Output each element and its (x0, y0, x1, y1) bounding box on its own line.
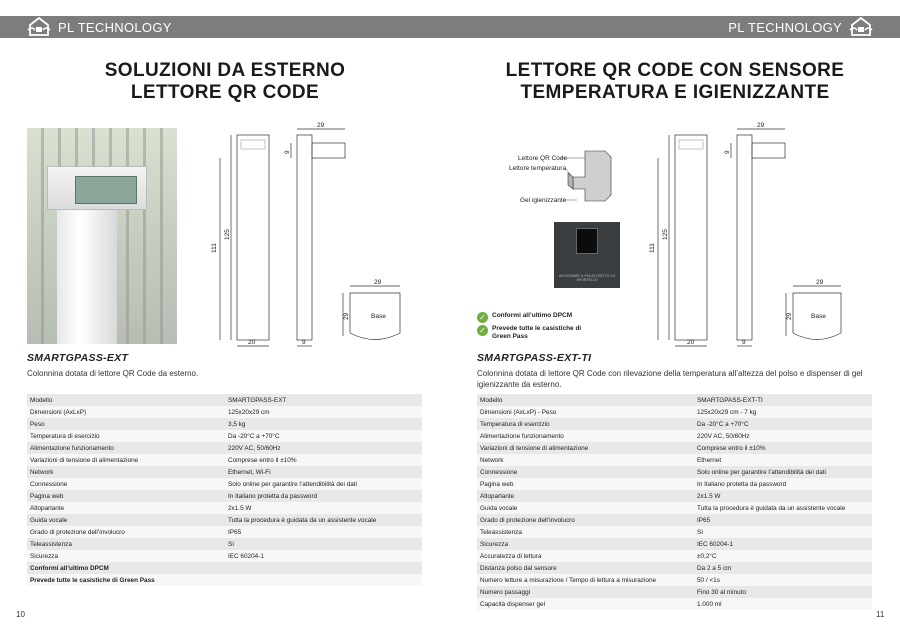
table-row (27, 502, 422, 514)
dim-width: 20 (687, 339, 695, 346)
check-dpcm: ✓ Conformi all’ultimo DPCM (477, 312, 572, 323)
table-row (477, 538, 872, 550)
spec-value: Da -20°C a +70°C (225, 430, 422, 442)
dim-base-height: 29 (786, 312, 793, 320)
spec-label: Grado di protezione dell’involucro (27, 526, 225, 538)
spec-label: Pagina web (27, 490, 225, 502)
table-row (27, 394, 422, 406)
table-row (27, 538, 422, 550)
dim-top: 9 (724, 150, 731, 154)
spec-label: Numero passaggi (477, 586, 694, 598)
dim-top: 9 (284, 150, 291, 154)
dim-width: 20 (248, 339, 256, 346)
house-hands-logo-icon (26, 16, 52, 38)
spec-value: Sì (694, 526, 872, 538)
spec-value: Comprese entro il ±10% (225, 454, 422, 466)
spec-label: Modello (477, 394, 694, 406)
spec-label: Altoparlante (477, 490, 694, 502)
left-title-line-2: LETTORE QR CODE (130, 82, 320, 103)
table-row (477, 430, 872, 442)
spec-label: Connessione (27, 478, 225, 490)
left-description: Colonnina dotata di lettore QR Code da esterno. (27, 369, 199, 378)
dim-height: 125 (662, 229, 669, 240)
spec-value: 1.000 ml (694, 598, 872, 610)
spec-label: Sicurezza (477, 538, 694, 550)
table-row (27, 562, 422, 574)
sensor-front-photo (554, 222, 620, 288)
spec-label: Guida vocale (27, 514, 225, 526)
dim-base-height: 29 (343, 312, 350, 320)
sensor-instruction: AVVICINARE IL POLSO SOTTO LO SPORTELLO (558, 274, 616, 282)
table-row (27, 466, 422, 478)
spec-highlight: Prevede tutte le casistiche di Green Pass (27, 574, 422, 586)
spec-label: Variazioni di tensione di alimentazione (477, 442, 694, 454)
table-row (477, 394, 872, 406)
table-row (477, 406, 872, 418)
spec-label: Dimensioni (AxLxP) (27, 406, 225, 418)
table-row (27, 454, 422, 466)
spec-value: SMARTGPASS-EXT-TI (694, 394, 872, 406)
table-row (27, 478, 422, 490)
spec-value: Da -20°C a +70°C (694, 418, 872, 430)
spec-value: 2x1.5 W (694, 490, 872, 502)
callout-qr-reader: Lettore QR Code (518, 155, 568, 162)
right-technical-drawing (640, 118, 855, 353)
spec-label: Pagina web (477, 478, 694, 490)
table-row (27, 418, 422, 430)
right-title-line-1: LETTORE QR CODE CON SENSORE (505, 60, 845, 81)
table-row (477, 562, 872, 574)
spec-label: Teleassistenza (27, 538, 225, 550)
left-technical-drawing (200, 118, 415, 353)
spec-value: 2x1.5 W (225, 502, 422, 514)
spec-value: Fino 30 al minuto (694, 586, 872, 598)
table-row (27, 430, 422, 442)
header-bar (0, 16, 900, 38)
spec-label: Modello (27, 394, 225, 406)
table-row (27, 526, 422, 538)
spec-value: IEC 60204-1 (694, 538, 872, 550)
sensor-callout-drawing (505, 145, 615, 215)
spec-value: SMARTGPASS-EXT (225, 394, 422, 406)
spec-value: IP65 (694, 514, 872, 526)
spec-label: Connessione (477, 466, 694, 478)
spec-value: Ethernet (694, 454, 872, 466)
dim-base-width: 29 (816, 279, 824, 286)
right-page-title (490, 60, 860, 104)
dim-height: 125 (224, 229, 231, 240)
left-product-name: SMARTGPASS-EXT (27, 352, 129, 364)
spec-value: 50 / <1s (694, 574, 872, 586)
table-row (477, 574, 872, 586)
spec-value: 220V AC, 50/60Hz (225, 442, 422, 454)
dim-side-top: 29 (757, 122, 765, 129)
table-row (477, 502, 872, 514)
spec-label: Alimentazione funzionamento (477, 430, 694, 442)
spec-value: 220V AC, 50/60Hz (694, 430, 872, 442)
table-row (477, 598, 872, 610)
spec-label: Teleassistenza (477, 526, 694, 538)
check-icon: ✓ (477, 312, 488, 323)
spec-label: Numero letture a misurazione / Tempo di lettura a misurazione (477, 574, 694, 586)
table-row (27, 574, 422, 586)
brand-left (26, 16, 172, 38)
spec-highlight: Conformi all’ultimo DPCM (27, 562, 422, 574)
spec-label: Peso (27, 418, 225, 430)
table-row (477, 454, 872, 466)
spec-label: Capacità dispenser gel (477, 598, 694, 610)
table-row (27, 550, 422, 562)
base-label: Base (811, 313, 826, 320)
spec-label: Alimentazione funzionamento (27, 442, 225, 454)
spec-value: Tutta la procedura è guidata da un assistente vocale (694, 502, 872, 514)
product-photo (27, 128, 177, 344)
spec-value: Comprese entro il ±10% (694, 442, 872, 454)
table-row (477, 490, 872, 502)
right-page-number: 11 (876, 610, 885, 619)
table-row (477, 514, 872, 526)
spec-value: 3,5 kg (225, 418, 422, 430)
left-page-number: 10 (16, 610, 25, 619)
right-title-line-2: TEMPERATURA E IGIENIZZANTE (520, 82, 830, 103)
brand-name: PL TECHNOLOGY (728, 19, 842, 35)
spec-label: Guida vocale (477, 502, 694, 514)
table-row (477, 442, 872, 454)
spec-label: Network (477, 454, 694, 466)
dim-total: 111 (211, 243, 218, 253)
spec-value: Solo online per garantire l’attendibilità dei dati (225, 478, 422, 490)
spec-label: Accuratezza di lettura (477, 550, 694, 562)
spec-value: Da 2 a 5 cm (694, 562, 872, 574)
house-hands-logo-icon (848, 16, 874, 38)
spec-label: Grado di protezione dell’involucro (477, 514, 694, 526)
left-page-title (40, 60, 410, 104)
table-row (27, 514, 422, 526)
spec-label: Temperatura di esercizio (27, 430, 225, 442)
table-row (477, 550, 872, 562)
dim-side-bottom: 9 (742, 339, 746, 346)
right-product-name: SMARTGPASS-EXT-TI (477, 352, 592, 364)
spec-value: 125x20x29 cm (225, 406, 422, 418)
left-spec-table (27, 394, 422, 586)
left-title-line-1: SOLUZIONI DA ESTERNO (104, 60, 346, 81)
spec-label: Network (27, 466, 225, 478)
right-spec-table (477, 394, 872, 610)
table-row (477, 466, 872, 478)
spec-label: Sicurezza (27, 550, 225, 562)
spec-label: Distanza polso dal sensore (477, 562, 694, 574)
spec-value: Ethernet, Wi-Fi (225, 466, 422, 478)
spec-value: 125x20x29 cm - 7 kg (694, 406, 872, 418)
table-row (477, 586, 872, 598)
table-row (477, 418, 872, 430)
spec-label: Altoparlante (27, 502, 225, 514)
spec-value: Solo online per garantire l’attendibilità dei dati (694, 466, 872, 478)
table-row (477, 478, 872, 490)
spec-value: Tutta la procedura è guidata da un assistente vocale (225, 514, 422, 526)
dim-side-top: 29 (317, 122, 325, 129)
dim-base-width: 29 (374, 279, 382, 286)
base-label: Base (371, 313, 386, 320)
spec-label: Variazioni di tensione di alimentazione (27, 454, 225, 466)
spec-value: In Italiano protetta da password (694, 478, 872, 490)
check-green-pass: ✓ Prevede tutte le casistiche di Green Pass (477, 325, 587, 341)
spec-label: Dimensioni (AxLxP) - Peso (477, 406, 694, 418)
spec-value: Sì (225, 538, 422, 550)
spec-value: IP65 (225, 526, 422, 538)
callout-temperature-reader: Lettore temperatura (509, 165, 567, 172)
check-icon: ✓ (477, 325, 488, 336)
spec-value: ±0,2°C (694, 550, 872, 562)
callout-gel: Gel igienizzante (520, 197, 567, 204)
table-row (27, 406, 422, 418)
table-row (27, 442, 422, 454)
brand-name: PL TECHNOLOGY (58, 19, 172, 35)
spec-label: Temperatura di esercizio (477, 418, 694, 430)
table-row (477, 526, 872, 538)
right-description: Colonnina dotata di lettore QR Code con rilevazione della temperatura all’altezza del polso e dispenser di gel igienizzante da esterno. (477, 369, 863, 389)
dim-side-bottom: 9 (302, 339, 306, 346)
dim-total: 111 (649, 243, 656, 253)
brand-right (728, 16, 874, 38)
spec-value: In Italiano protetta da password (225, 490, 422, 502)
table-row (27, 490, 422, 502)
spec-value: IEC 60204-1 (225, 550, 422, 562)
